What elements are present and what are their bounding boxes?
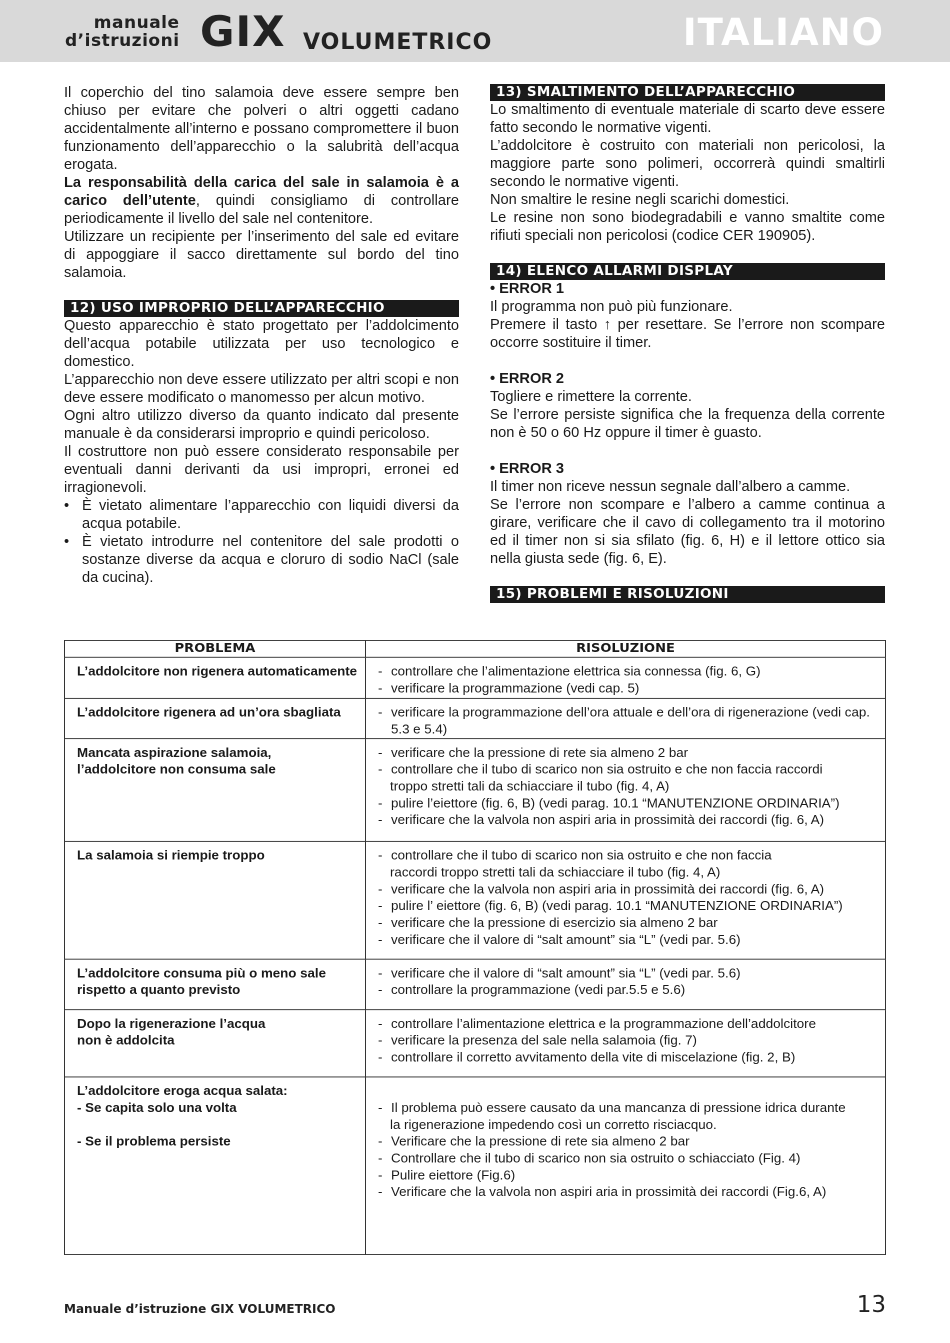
solution-text: verificare la presenza del sale nella salamoia (fig. 7) bbox=[391, 1033, 697, 1048]
paragraph: Se l’errore persiste significa che la frequenza della corrente non è 50 o 60 Hz oppure il timer è guasto. bbox=[490, 407, 885, 441]
problem-line: Mancata aspirazione salamoia, bbox=[77, 745, 272, 760]
solution-line bbox=[378, 1033, 885, 1050]
bullet-item bbox=[64, 497, 459, 533]
solution-text: verificare la programmazione dell’ora attuale e dell’ora di rigenerazione (vedi cap. 5.3 e 5.4) bbox=[391, 705, 870, 737]
section-heading-15: 15) PROBLEMI E RISOLUZIONI bbox=[490, 586, 885, 603]
solution-line bbox=[378, 1016, 885, 1033]
paragraph: Il timer non riceve nessun segnale dall’albero a camme. bbox=[490, 479, 851, 495]
paragraph: Il costruttore non può essere considerato responsabile per eventuali danni derivanti da usi impropri, erronei ed irragionevoli. bbox=[64, 444, 459, 496]
problem-line: Dopo la rigenerazione l’acqua bbox=[77, 1016, 266, 1031]
solution-line bbox=[378, 680, 885, 697]
dash-marker: - bbox=[378, 848, 383, 863]
solution-line bbox=[378, 1100, 885, 1117]
solution-cell bbox=[366, 1010, 886, 1077]
problem-line: non è addolcita bbox=[77, 1033, 175, 1048]
problem-line: rispetto a quanto previsto bbox=[77, 983, 241, 998]
header-manual-line2: d’istruzioni bbox=[65, 31, 180, 51]
problem-line bbox=[77, 1117, 365, 1134]
section-heading-14: 14) ELENCO ALLARMI DISPLAY bbox=[490, 263, 885, 280]
dash-marker: - bbox=[378, 705, 383, 720]
solution-line bbox=[378, 1167, 885, 1184]
table-row bbox=[65, 841, 886, 959]
dash-marker: - bbox=[378, 1168, 383, 1183]
solution-line bbox=[378, 704, 885, 738]
table-row bbox=[65, 657, 886, 698]
paragraph: Non smaltire le resine negli scarichi domestici. bbox=[490, 192, 790, 208]
solution-text: controllare che il tubo di scarico non sia ostruito e che non faccia bbox=[391, 848, 772, 863]
bold-text: La responsabilità della carica del sale in salamoia è a carico dell’utente bbox=[64, 175, 459, 209]
table-row bbox=[65, 1010, 886, 1077]
solution-line bbox=[378, 663, 885, 680]
column-header-problem: PROBLEMA bbox=[65, 640, 366, 657]
dash-marker: - bbox=[378, 1033, 383, 1048]
right-column bbox=[490, 84, 885, 603]
solution-line bbox=[378, 745, 885, 762]
section-heading-13: 13) SMALTIMENTO DELL’APPARECCHIO bbox=[490, 84, 885, 101]
dash-marker: - bbox=[378, 932, 383, 947]
paragraph: Lo smaltimento di eventuale materiale di scarto deve essere fatto secondo le normative vigenti. bbox=[490, 102, 885, 136]
solution-line bbox=[378, 812, 885, 829]
paragraph: Utilizzare un recipiente per l’inserimento del sale ed evitare di appoggiare il sacco direttamente sul bordo del tino salamoia. bbox=[64, 229, 459, 281]
bullet-marker: • bbox=[64, 498, 70, 514]
table-row bbox=[65, 959, 886, 1009]
solution-line bbox=[378, 1150, 885, 1167]
solution-cell bbox=[366, 698, 886, 738]
table-header-row bbox=[65, 640, 886, 657]
solution-cell bbox=[366, 739, 886, 842]
bullet-item bbox=[64, 533, 459, 587]
paragraph: Ogni altro utilizzo diverso da quanto indicato dal presente manuale è da considerarsi improprio e quindi pericoloso. bbox=[64, 408, 459, 442]
solution-line bbox=[378, 1049, 885, 1066]
solution-text: pulire l’eiettore (fig. 6, B) (vedi parag. 10.1 “MANUTENZIONE ORDINARIA”) bbox=[391, 796, 840, 811]
paragraph: Premere il tasto ↑ per resettare. Se l’errore non scompare occorre sostituire il timer. bbox=[490, 317, 885, 351]
dash-marker: - bbox=[378, 1050, 383, 1065]
problem-cell bbox=[65, 657, 366, 698]
solution-line bbox=[378, 965, 885, 982]
dash-marker: - bbox=[378, 796, 383, 811]
dash-marker: - bbox=[378, 812, 383, 827]
bullet-marker: • bbox=[64, 534, 70, 550]
solution-line: raccordi troppo stretti tali da schiacciare il tubo (fig. 4, A) bbox=[390, 865, 721, 880]
error-title: • ERROR 2 bbox=[490, 371, 565, 387]
solution-line bbox=[378, 982, 885, 999]
solution-text: pulire l’ eiettore (fig. 6, B) (vedi parag. 10.1 “MANUTENZIONE ORDINARIA”) bbox=[391, 898, 843, 913]
problem-line: L’addolcitore eroga acqua salata: bbox=[77, 1083, 288, 1098]
problem-cell bbox=[65, 739, 366, 842]
problem-cell bbox=[65, 841, 366, 959]
paragraph bbox=[64, 174, 459, 228]
problem-line: La salamoia si riempie troppo bbox=[77, 848, 265, 863]
bullet-text: È vietato introdurre nel contenitore del sale prodotti o sostanze diverse da acqua e cloruro di sodio NaCl (sale da cucina). bbox=[82, 534, 459, 586]
problem-cell bbox=[65, 1010, 366, 1077]
header-product: GIX bbox=[200, 7, 286, 56]
solution-text: Il problema può essere causato da una mancanza di pressione idrica durante bbox=[391, 1100, 846, 1115]
header-subtitle: VOLUMETRICO bbox=[303, 30, 493, 55]
solution-text: Controllare che il tubo di scarico non sia ostruito o schiacciato (Fig. 4) bbox=[391, 1151, 801, 1166]
solution-cell bbox=[366, 1077, 886, 1255]
problems-table bbox=[64, 640, 886, 1255]
solution-text: verificare che la pressione di esercizio sia almeno 2 bar bbox=[391, 915, 718, 930]
solution-line: la rigenerazione impedendo così un corretto risciacquo. bbox=[390, 1117, 717, 1132]
solution-line bbox=[378, 932, 885, 949]
solution-line bbox=[378, 881, 885, 898]
solution-line bbox=[378, 795, 885, 812]
dash-marker: - bbox=[378, 966, 383, 981]
solution-text: verificare la programmazione (vedi cap. 5) bbox=[391, 681, 640, 696]
problem-cell bbox=[65, 959, 366, 1009]
solution-line bbox=[378, 1184, 885, 1201]
dash-marker: - bbox=[378, 1151, 383, 1166]
paragraph: Se l’errore non scompare e l’albero a camme continua a girare, verificare che il cavo di collegamento tra il motorino ed il timer non si sia sfilato (fig. 6, H) e il lettore ottico sia nella giusta sede (fig. 6, E). bbox=[490, 497, 885, 567]
solution-text: controllare la programmazione (vedi par.5.5 e 5.6) bbox=[391, 983, 686, 998]
solution-text: verificare che la valvola non aspiri aria in prossimità dei raccordi (fig. 6, A) bbox=[391, 882, 825, 897]
dash-marker: - bbox=[378, 664, 383, 679]
dash-marker: - bbox=[378, 915, 383, 930]
dash-marker: - bbox=[378, 1184, 383, 1199]
page-number: 13 bbox=[856, 1292, 886, 1318]
solution-line bbox=[378, 847, 885, 864]
paragraph: Il coperchio del tino salamoia deve essere sempre ben chiuso per evitare che polveri o altri oggetti cadano accidentalmente all’interno e possano compromettere il buon funzionamento dell’apparecchio o la salubrità dell’acqua erogata. bbox=[64, 85, 459, 173]
dash-marker: - bbox=[378, 983, 383, 998]
solution-text: Verificare che la valvola non aspiri aria in prossimità dei raccordi (Fig.6, A) bbox=[391, 1184, 827, 1199]
header-language: ITALIANO bbox=[682, 11, 884, 54]
dash-marker: - bbox=[378, 1100, 383, 1115]
dash-marker: - bbox=[378, 1016, 383, 1031]
section-heading-12: 12) USO IMPROPRIO DELL’APPARECCHIO bbox=[64, 300, 459, 317]
paragraph: L’apparecchio non deve essere utilizzato per altri scopi e non deve essere modificato o manomesso per alcun motivo. bbox=[64, 372, 459, 406]
solution-line bbox=[378, 1133, 885, 1150]
error-title: • ERROR 1 bbox=[490, 281, 565, 297]
header-manual-label bbox=[65, 14, 180, 50]
dash-marker: - bbox=[378, 1134, 383, 1149]
problem-line: L’addolcitore consuma più o meno sale bbox=[77, 966, 326, 981]
solution-text: Verificare che la pressione di rete sia almeno 2 bar bbox=[391, 1134, 690, 1149]
solution-line bbox=[378, 1083, 885, 1100]
paragraph: L’addolcitore è costruito con materiali non pericolosi, la maggiore parte sono polimeri, occorrerà quindi smaltirli secondo le normative vigenti. bbox=[490, 138, 885, 190]
solution-text: Pulire eiettore (Fig.6) bbox=[391, 1168, 516, 1183]
dash-marker: - bbox=[378, 745, 383, 760]
dash-marker: - bbox=[378, 882, 383, 897]
paragraph: Il programma non può più funzionare. bbox=[490, 299, 733, 315]
solution-cell bbox=[366, 657, 886, 698]
solution-line bbox=[378, 915, 885, 932]
table-row bbox=[65, 739, 886, 842]
paragraph: Questo apparecchio è stato progettato per l’addolcimento dell’acqua potabile utilizzata per uso tecnologico e domestico. bbox=[64, 318, 459, 370]
solution-text: verificare che il valore di “salt amount” sia “L” (vedi par. 5.6) bbox=[391, 932, 741, 947]
dash-marker: - bbox=[378, 762, 383, 777]
solution-text: verificare che la valvola non aspiri aria in prossimità dei raccordi (fig. 6, A) bbox=[391, 812, 825, 827]
table-row bbox=[65, 1077, 886, 1255]
paragraph: Togliere e rimettere la corrente. bbox=[490, 389, 692, 405]
solution-cell bbox=[366, 959, 886, 1009]
footer-text: Manuale d’istruzione GIX VOLUMETRICO bbox=[64, 1302, 336, 1316]
solution-text: controllare il corretto avvitamento della vite di miscelazione (fig. 2, B) bbox=[391, 1050, 796, 1065]
solution-text: verificare che la pressione di rete sia almeno 2 bar bbox=[391, 745, 689, 760]
error-title: • ERROR 3 bbox=[490, 461, 565, 477]
solution-text: controllare che l’alimentazione elettrica sia connessa (fig. 6, G) bbox=[391, 664, 761, 679]
page-header bbox=[0, 0, 950, 62]
solution-line: troppo stretti tali da schiacciare il tubo (fig. 4, A) bbox=[390, 779, 670, 794]
problem-line: L’addolcitore non rigenera automaticamente bbox=[77, 664, 358, 679]
left-column bbox=[64, 84, 459, 587]
text: , quindi consigliamo di controllare periodicamente il livello del sale nel contenitore. bbox=[64, 193, 460, 227]
problem-line: - Se capita solo una volta bbox=[77, 1100, 237, 1115]
problem-line: - Se il problema persiste bbox=[77, 1134, 231, 1149]
solution-cell bbox=[366, 841, 886, 959]
solution-text: controllare che il tubo di scarico non sia ostruito e che non faccia raccordi bbox=[391, 762, 823, 777]
dash-marker: - bbox=[378, 681, 383, 696]
solution-text: controllare l’alimentazione elettrica e la programmazione dell’addolcitore bbox=[391, 1016, 816, 1031]
column-header-solution: RISOLUZIONE bbox=[366, 640, 886, 657]
solution-text: verificare che il valore di “salt amount” sia “L” (vedi par. 5.6) bbox=[391, 966, 741, 981]
problem-line: L’addolcitore rigenera ad un’ora sbagliata bbox=[77, 705, 341, 720]
table-row bbox=[65, 698, 886, 738]
paragraph: Le resine non sono biodegradabili e vanno smaltite come rifiuti speciali non pericolosi (codice CER 190905). bbox=[490, 210, 885, 244]
solution-line bbox=[378, 898, 885, 915]
problem-line: l’addolcitore non consuma sale bbox=[77, 762, 276, 777]
dash-marker: - bbox=[378, 898, 383, 913]
problem-cell bbox=[65, 1077, 366, 1255]
header-manual-line1: manuale bbox=[93, 13, 180, 33]
bullet-text: È vietato alimentare l’apparecchio con liquidi diversi da acqua potabile. bbox=[82, 498, 459, 532]
solution-line bbox=[378, 762, 885, 779]
problem-cell bbox=[65, 698, 366, 738]
